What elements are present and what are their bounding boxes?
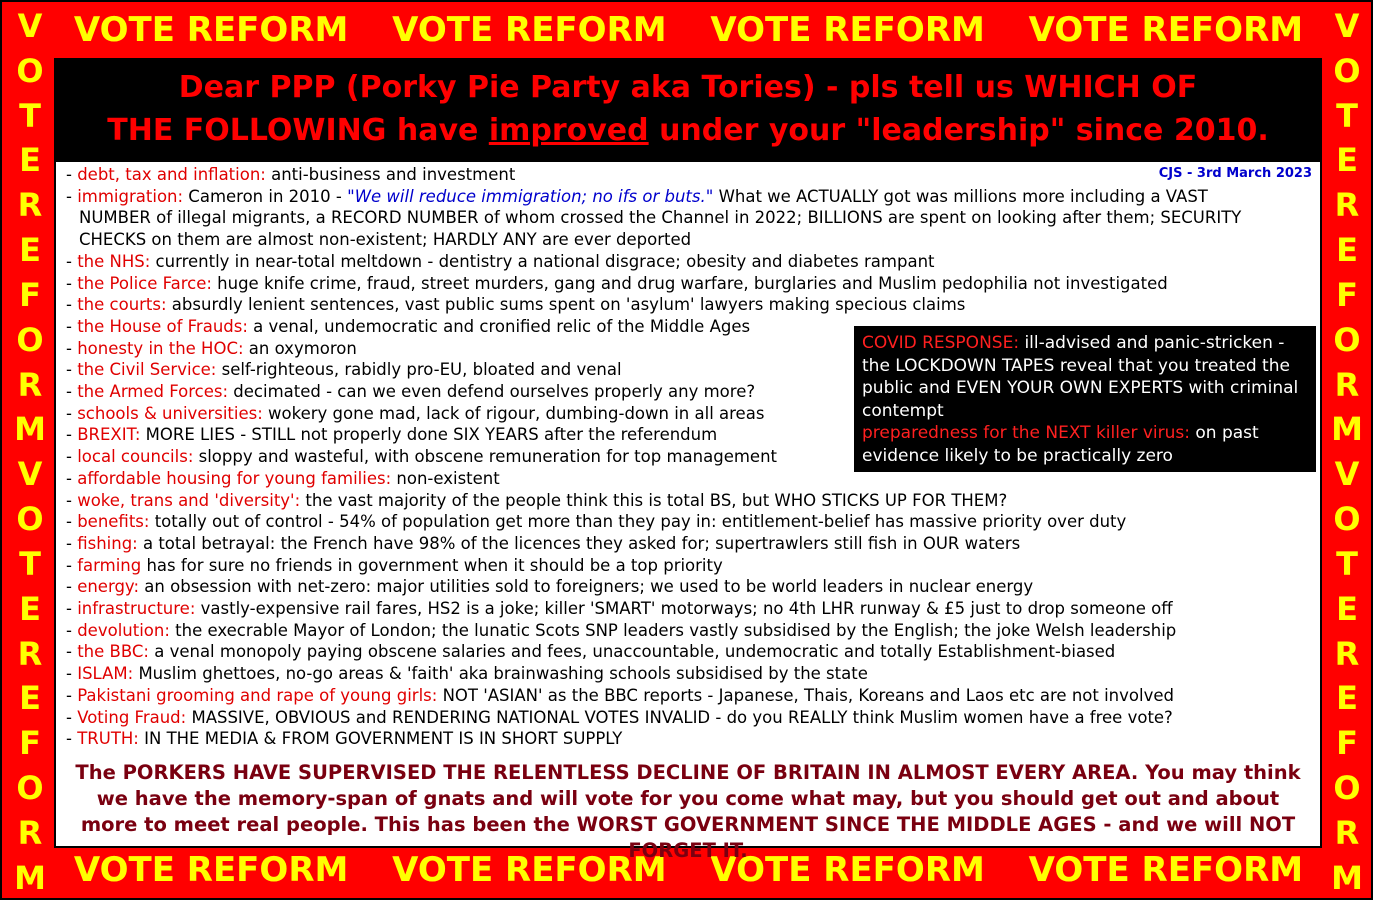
item-label: TRUTH: — [77, 729, 139, 749]
covid-box — [854, 326, 1316, 472]
side-letter: E — [19, 231, 41, 270]
side-letter: T — [19, 96, 41, 135]
side-letter: R — [1334, 634, 1360, 673]
list-item: - Voting Fraud: MASSIVE, OBVIOUS and RENDERING NATIONAL VOTES INVALID - do you REALLY think Muslim women have a free vote? — [66, 707, 1173, 727]
top-banner — [52, 10, 1325, 50]
right-vertical-banner — [1321, 7, 1373, 897]
item-text: the vast majority of the people think this is total BS, but WHO STICKS UP FOR THEM? — [300, 490, 1008, 510]
dateline: CJS - 3rd March 2023 — [1158, 166, 1312, 181]
list-item: - TRUTH: IN THE MEDIA & FROM GOVERNMENT IS IN SHORT SUPPLY — [66, 729, 623, 749]
list-item: - the Armed Forces: decimated - can we even defend ourselves properly any more? — [66, 382, 756, 402]
item-label: fishing: — [77, 533, 138, 553]
item-label: local councils: — [77, 447, 194, 467]
item-text: a total betrayal: the French have 98% of the licences they asked for; supertrawlers still fish in OUR waters — [137, 533, 1021, 553]
side-letter: E — [1336, 141, 1358, 180]
list-item: - fishing: a total betrayal: the French have 98% of the licences they asked for; supertrawlers still fish in OUR waters — [66, 533, 1021, 553]
side-letter: R — [17, 365, 43, 404]
closing-statement: The PORKERS HAVE SUPERVISED THE RELENTLESS DECLINE OF BRITAIN IN ALMOST EVERY AREA. You may think we have the memory-span of gnats and will vote for you come what may, but you should get out and about more to meet real people. This has been the WORST GOVERNMENT SINCE THE MIDDLE AGES - and we will NOT FORGET IT. — [75, 761, 1301, 862]
list-item: - farming has for sure no friends in government when it should be a top priority — [66, 555, 723, 575]
item-text: sloppy and wasteful, with obscene remuneration for top management — [193, 447, 777, 467]
list-item: - the Police Farce: huge knife crime, fraud, street murders, gang and drug warfare, burglaries and Muslim pedophilia not investigated — [66, 273, 1168, 293]
side-letter: T — [1336, 96, 1358, 135]
list-item: - ISLAM: Muslim ghettoes, no-go areas & 'faith' aka brainwashing schools subsidised by the state — [66, 664, 868, 684]
title-underlined: improved — [488, 113, 649, 148]
item-label: the Armed Forces: — [77, 382, 229, 402]
item-label: schools & universities: — [77, 403, 263, 423]
side-letter: E — [1336, 679, 1358, 718]
list-item: - local councils: sloppy and wasteful, with obscene remuneration for top management — [66, 447, 777, 467]
item-text: non-existent — [391, 468, 500, 488]
item-label: BREXIT: — [77, 425, 141, 445]
item-label: the House of Frauds: — [77, 316, 248, 336]
side-letter: F — [1336, 724, 1358, 763]
list-item: - immigration: Cameron in 2010 - "We will reduce immigration; no ifs or buts." What we ACTUALLY got was millions more including a VAST NUMBER of illegal migrants, a RECORD NUMBER of whom crossed the Channel in 2022; BILLIONS are spent on looking after them; SECURITY CHECKS on them are almost non-existent; HARDLY ANY are ever deported — [66, 186, 1242, 250]
list-item: - the NHS: currently in near-total meltdown - dentistry a national disgrace; obesity and diabetes rampant — [66, 251, 935, 271]
item-label: affordable housing for young families: — [77, 468, 392, 488]
side-letter: F — [19, 724, 41, 763]
side-letter: T — [1336, 544, 1358, 583]
item-label: the courts: — [77, 295, 167, 315]
side-letter: R — [17, 813, 43, 852]
side-letter: O — [16, 769, 44, 808]
list-item: - infrastructure: vastly-expensive rail fares, HS2 is a joke; killer 'SMART' motorways; no 4th LHR runway & £5 just to drop someone off — [66, 599, 1173, 619]
item-label: farming — [77, 555, 142, 575]
list-item: - affordable housing for young families: non-existent — [66, 468, 500, 488]
side-letter: R — [17, 634, 43, 673]
side-letter: R — [1334, 365, 1360, 404]
item-text: vastly-expensive rail fares, HS2 is a joke; killer 'SMART' motorways; no 4th LHR runway & £5 just to drop someone off — [195, 599, 1173, 619]
side-letter: O — [1333, 500, 1361, 539]
list-item: - benefits: totally out of control - 54% of population get more than they pay in: entitlement-belief has massive priority over duty — [66, 512, 1127, 532]
item-label: ISLAM: — [77, 664, 134, 684]
title-text: THE FOLLOWING have — [107, 113, 489, 148]
list-item: - honesty in the HOC: an oxymoron — [66, 338, 357, 358]
side-letter: V — [17, 455, 43, 494]
banner-text: VOTE REFORM — [1028, 10, 1304, 50]
item-label: Voting Fraud: — [77, 707, 187, 727]
list-item: - the courts: absurdly lenient sentences, vast public sums spent on 'asylum' lawyers making specious claims — [66, 295, 966, 315]
item-label: infrastructure: — [77, 599, 196, 619]
side-letter: O — [16, 320, 44, 359]
page-title — [56, 60, 1320, 162]
item-label: woke, trans and 'diversity': — [77, 490, 301, 510]
item-text: self-righteous, rabidly pro-EU, bloated and venal — [216, 360, 622, 380]
side-letter: V — [1334, 7, 1360, 45]
item-label: the NHS: — [77, 251, 151, 271]
title-line-1: Dear PPP (Porky Pie Party aka Tories) - pls tell us WHICH OF — [178, 70, 1198, 105]
item-text: an oxymoron — [243, 338, 357, 358]
item-text: Muslim ghettoes, no-go areas & 'faith' aka brainwashing schools subsidised by the state — [133, 664, 868, 684]
preparedness-label: preparedness for the NEXT killer virus: — [862, 423, 1190, 443]
item-text: a venal, undemocratic and cronified relic of the Middle Ages — [247, 316, 751, 336]
banner-text: VOTE REFORM — [73, 10, 349, 50]
item-text: totally out of control - 54% of population get more than they pay in: entitlement-belief has massive priority over duty — [149, 512, 1127, 532]
side-letter: E — [19, 141, 41, 180]
content-panel — [54, 58, 1322, 862]
side-letter: R — [17, 186, 43, 225]
covid-label: COVID RESPONSE: — [862, 333, 1020, 353]
item-text: currently in near-total meltdown - dentistry a national disgrace; obesity and diabetes rampant — [150, 251, 935, 271]
side-letter: R — [1334, 813, 1360, 852]
side-letter: O — [1333, 51, 1361, 90]
banner-text: VOTE REFORM — [710, 850, 985, 890]
item-label: benefits: — [77, 512, 150, 532]
item-text: an obsession with net-zero: major utilities sold to foreigners; we used to be world leaders in nuclear energy — [139, 577, 1034, 597]
item-label: debt, tax and inflation: — [77, 165, 266, 184]
item-text: a venal monopoly paying obscene salaries and fees, unaccountable, undemocratic and totally Establishment-biased — [148, 642, 1116, 662]
side-letter: M — [1331, 410, 1363, 449]
item-text: decimated - can we even defend ourselves properly any more? — [228, 382, 756, 402]
item-text: the execrable Mayor of London; the lunatic Scots SNP leaders vastly subsidised by the English; the joke Welsh leadership — [169, 620, 1177, 640]
item-text: Cameron in 2010 - — [183, 186, 348, 206]
side-letter: M — [14, 858, 46, 897]
list-item: - devolution: the execrable Mayor of London; the lunatic Scots SNP leaders vastly subsidised by the English; the joke Welsh leadership — [66, 620, 1177, 640]
item-text: MORE LIES - STILL not properly done SIX YEARS after the referendum — [140, 425, 718, 445]
list-item: - Pakistani grooming and rape of young girls: NOT 'ASIAN' as the BBC reports - Japanese, Thais, Koreans and Laos etc are not involved — [66, 685, 1174, 705]
item-label: honesty in the HOC: — [77, 338, 244, 358]
side-letter: E — [1336, 231, 1358, 270]
list-item: - energy: an obsession with net-zero: major utilities sold to foreigners; we used to be world leaders in nuclear energy — [66, 577, 1034, 597]
left-vertical-banner — [4, 7, 56, 897]
item-label: the Police Farce: — [77, 273, 212, 293]
side-letter: V — [17, 7, 43, 45]
side-letter: E — [1336, 589, 1358, 628]
side-letter: M — [14, 410, 46, 449]
side-letter: V — [1334, 455, 1360, 494]
list-item: - the Civil Service: self-righteous, rabidly pro-EU, bloated and venal — [66, 360, 622, 380]
covid-text: ill-advised and panic-stricken - the LOCKDOWN TAPES reveal that you treated the public and EVEN YOUR OWN EXPERTS with criminal contempt — [862, 333, 1299, 421]
preparedness-text: on past evidence likely to be practically zero — [862, 423, 1259, 466]
side-letter: M — [1331, 858, 1363, 897]
item-label: energy: — [77, 577, 140, 597]
item-text: anti-business and investment — [265, 165, 516, 184]
side-letter: O — [1333, 320, 1361, 359]
item-text: NOT 'ASIAN' as the BBC reports - Japanese, Thais, Koreans and Laos etc are not involved — [437, 685, 1174, 705]
side-letter: O — [16, 51, 44, 90]
side-letter: O — [16, 500, 44, 539]
item-text: MASSIVE, OBVIOUS and RENDERING NATIONAL VOTES INVALID - do you REALLY think Muslim women have a free vote? — [186, 707, 1173, 727]
side-letter: R — [1334, 186, 1360, 225]
item-label: the Civil Service: — [77, 360, 217, 380]
list-item: - BREXIT: MORE LIES - STILL not properly done SIX YEARS after the referendum — [66, 425, 718, 445]
item-label: the BBC: — [77, 642, 149, 662]
banner-text: VOTE REFORM — [710, 10, 985, 50]
item-text: IN THE MEDIA & FROM GOVERNMENT IS IN SHORT SUPPLY — [138, 729, 623, 749]
banner-text: VOTE REFORM — [73, 850, 349, 890]
list-item: - the BBC: a venal monopoly paying obscene salaries and fees, unaccountable, undemocratic and totally Establishment-biased — [66, 642, 1116, 662]
list-item: - debt, tax and inflation: anti-business and investment — [66, 165, 516, 184]
item-text: has for sure no friends in government when it should be a top priority — [141, 555, 723, 575]
banner-text: VOTE REFORM — [392, 850, 667, 890]
item-text: absurdly lenient sentences, vast public sums spent on 'asylum' lawyers making specious claims — [166, 295, 966, 315]
banner-text: VOTE REFORM — [392, 10, 667, 50]
list-item: - the House of Frauds: a venal, undemocratic and cronified relic of the Middle Ages — [66, 316, 751, 336]
side-letter: E — [19, 589, 41, 628]
item-label: Pakistani grooming and rape of young girls: — [77, 685, 438, 705]
side-letter: E — [19, 679, 41, 718]
side-letter: F — [19, 275, 41, 314]
side-letter: O — [1333, 769, 1361, 808]
side-letter: T — [19, 544, 41, 583]
list-item: - schools & universities: wokery gone mad, lack of rigour, dumbing-down in all areas — [66, 403, 765, 423]
banner-text: VOTE REFORM — [1028, 850, 1304, 890]
side-letter: F — [1336, 275, 1358, 314]
item-text: What we ACTUALLY got was millions more including a VAST NUMBER of illegal migrants, a RECORD NUMBER of whom crossed the Channel in 2022; BILLIONS are spent on looking after them; SECURITY CHECKS on them are almost non-existent; HARDLY ANY are ever deported — [79, 186, 1242, 250]
title-line-2 — [56, 109, 1320, 152]
item-quote: "We will reduce immigration; no ifs or buts." — [347, 186, 714, 206]
item-label: immigration: — [77, 186, 184, 206]
item-label: devolution: — [77, 620, 170, 640]
item-text: huge knife crime, fraud, street murders, gang and drug warfare, burglaries and Muslim pedophilia not investigated — [211, 273, 1168, 293]
item-text: wokery gone mad, lack of rigour, dumbing-down in all areas — [262, 403, 765, 423]
list-item: - woke, trans and 'diversity': the vast majority of the people think this is total BS, but WHO STICKS UP FOR THEM? — [66, 490, 1008, 510]
title-text: under your "leadership" since 2010. — [648, 113, 1269, 148]
